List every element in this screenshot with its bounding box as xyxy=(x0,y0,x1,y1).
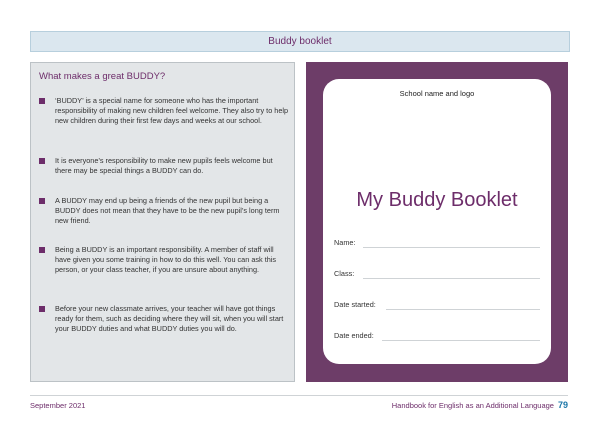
bullet-text: Being a BUDDY is an important responsibility. A member of staff will have given you some training in how to do this well. You can ask this person, or your class teacher, if you are unsure about anything. xyxy=(55,245,277,274)
bullet-text: A BUDDY may end up being a friends of the new pupil but being a BUDDY does not mean that they have to be the new pupil’s long term new friend. xyxy=(55,196,280,225)
field-label: Name: xyxy=(334,238,356,247)
footer-handbook xyxy=(392,400,568,410)
booklet-title: My Buddy Booklet xyxy=(356,189,518,211)
booklet-cover-card xyxy=(323,79,551,364)
bullet-item xyxy=(39,304,289,334)
bullet-item xyxy=(39,196,289,226)
info-panel-title: What makes a great BUDDY? xyxy=(39,71,166,82)
footer-handbook-title: Handbook for English as an Additional Language xyxy=(391,401,554,410)
bullet-text: It is everyone’s responsibility to make new pupils feels welcome but there may be special things a BUDDY can do. xyxy=(55,156,273,175)
header-title: Buddy booklet xyxy=(268,36,332,47)
date-started-field-line xyxy=(386,309,540,310)
bullet-item xyxy=(39,156,289,176)
booklet-cover-panel xyxy=(306,62,568,382)
bullet-item xyxy=(39,96,289,126)
square-bullet-icon xyxy=(39,247,45,253)
date-ended-field xyxy=(334,331,540,343)
booklet-header-bar xyxy=(30,31,570,52)
class-field-line xyxy=(363,278,540,279)
bullet-item xyxy=(39,245,289,275)
name-field xyxy=(334,238,540,250)
date-started-field xyxy=(334,300,540,312)
field-label: Class: xyxy=(334,269,355,278)
date-ended-field-line xyxy=(382,340,540,341)
bullet-text: Before your new classmate arrives, your teacher will have got things ready for them, such as deciding where they will sit, when you will start your BUDDY duties and what BUDDY duties you will do. xyxy=(55,304,284,333)
square-bullet-icon xyxy=(39,306,45,312)
square-bullet-icon xyxy=(39,198,45,204)
square-bullet-icon xyxy=(39,98,45,104)
page-number: 79 xyxy=(557,400,568,410)
field-label: Date started: xyxy=(334,300,376,309)
footer-date: September 2021 xyxy=(30,401,86,410)
field-label: Date ended: xyxy=(334,331,374,340)
school-name-placeholder: School name and logo xyxy=(399,89,475,98)
name-field-line xyxy=(363,247,540,248)
bullet-text: ‘BUDDY’ is a special name for someone who has the important responsibility of making new children feel welcome. They also try to help new children during their first few days and weeks at our school. xyxy=(55,96,289,125)
footer-divider xyxy=(30,395,568,396)
class-field xyxy=(334,269,540,281)
info-panel xyxy=(30,62,295,382)
square-bullet-icon xyxy=(39,158,45,164)
